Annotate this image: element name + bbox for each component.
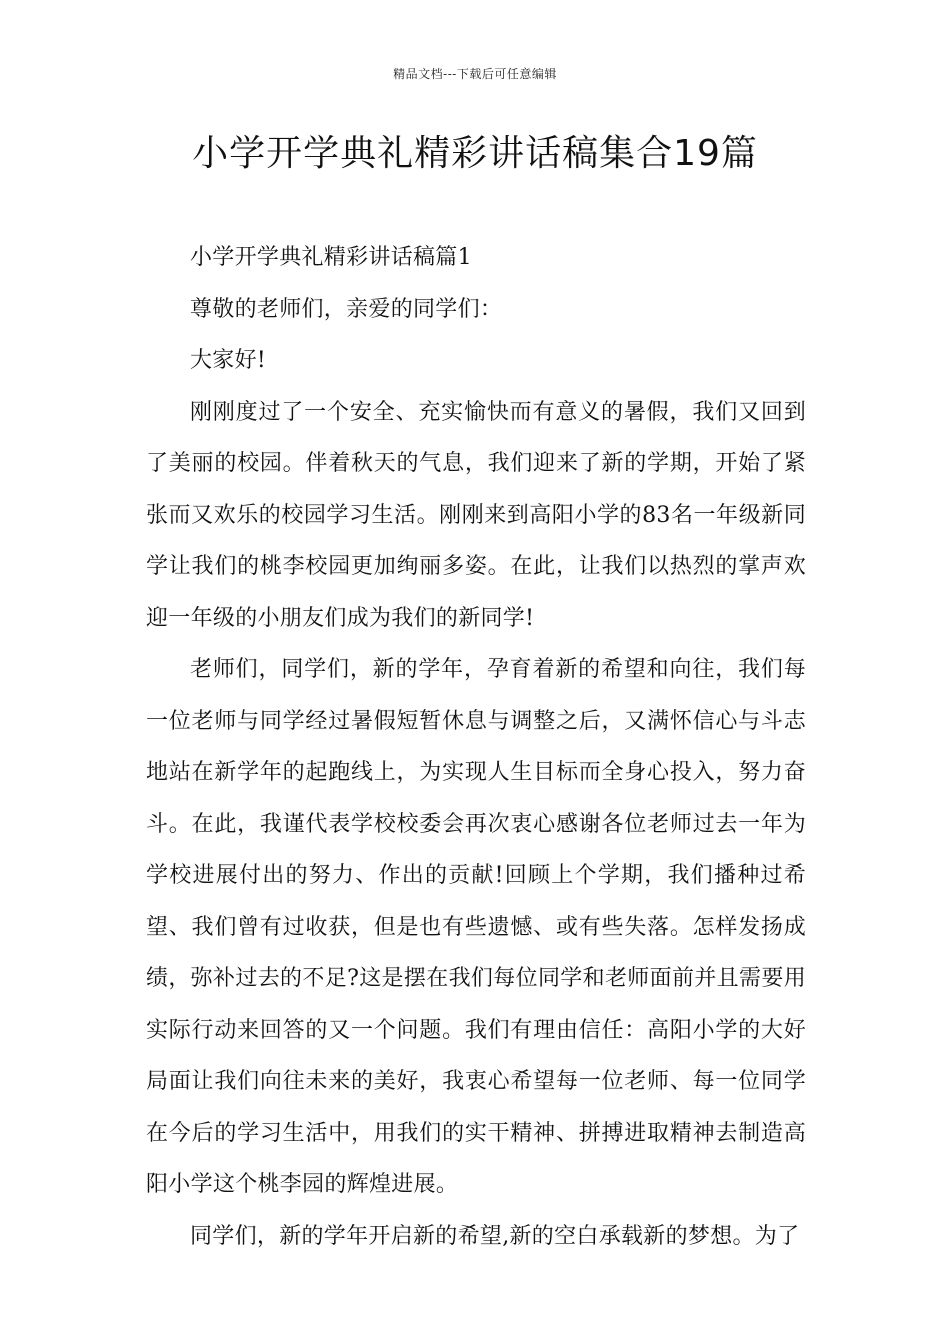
section-heading: 小学开学典礼精彩讲话稿篇1 xyxy=(190,245,472,270)
document-body xyxy=(146,232,806,1262)
header-note: 精品文档---下载后可任意编辑 xyxy=(393,67,557,81)
document-title: 小学开学典礼精彩讲话稿集合19篇 xyxy=(192,133,758,174)
salutation: 尊敬的老师们，亲爱的同学们： xyxy=(190,296,503,322)
body-paragraph: 刚刚度过了一个安全、充实愉快而有意义的暑假，我们又回到了美丽的校园。伴着秋天的气息，我们迎来了新的学期，开始了紧张而又欢乐的校园学习生活。刚刚来到高阳小学的83名一年级新同学让我们的桃李校园更加绚丽多姿。在此，让我们以热烈的掌声欢迎一年级的小朋友们成为我们的新同学! xyxy=(146,399,806,631)
body-paragraph: 老师们，同学们，新的学年，孕育着新的希望和向往，我们每一位老师与同学经过暑假短暂休息与调整之后，又满怀信心与斗志地站在新学年的起跑线上，为实现人生目标而全身心投入，努力奋斗。在此，我谨代表学校校委会再次衷心感谢各位老师过去一年为学校进展付出的努力、作出的贡献!回顾上个学期，我们播种过希望、我们曾有过收获，但是也有些遗憾、或有些失落。怎样发扬成绩，弥补过去的不足?这是摆在我们每位同学和老师面前并且需要用实际行动来回答的又一个问题。我们有理由信任：高阳小学的大好局面让我们向往未来的美好，我衷心希望每一位老师、每一位同学在今后的学习生活中，用我们的实干精神、拼搏进取精神去制造高阳小学这个桃李园的辉煌进展。 xyxy=(146,657,806,1197)
body-paragraph: 同学们，新的学年开启新的希望,新的空白承载新的梦想。为了 xyxy=(190,1223,800,1249)
greeting: 大家好! xyxy=(190,348,267,373)
